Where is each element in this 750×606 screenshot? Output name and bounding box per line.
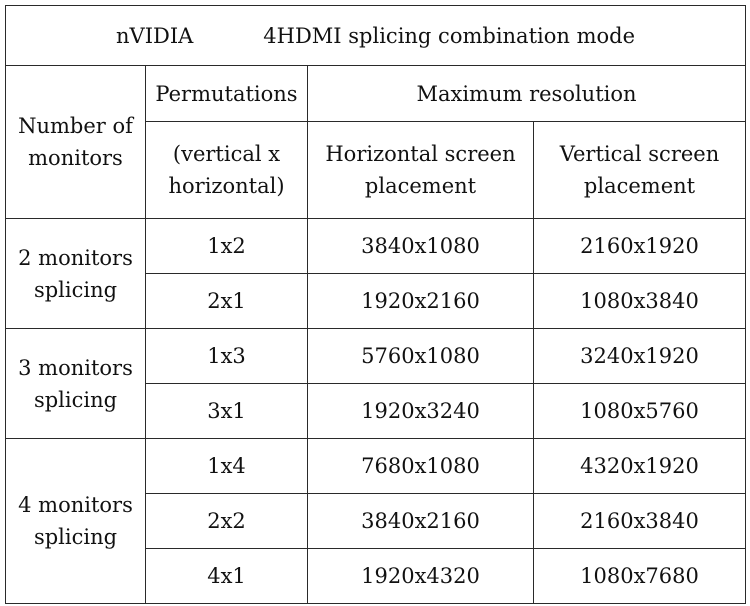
table-row bbox=[6, 439, 746, 494]
header-permutations: Permutations bbox=[146, 66, 308, 122]
vertical-cell: 1080x5760 bbox=[534, 384, 746, 439]
horizontal-cell: 1920x3240 bbox=[308, 384, 534, 439]
vertical-cell: 1080x3840 bbox=[534, 274, 746, 329]
header-max-resolution: Maximum resolution bbox=[308, 66, 746, 122]
table-row bbox=[6, 219, 746, 274]
horizontal-cell: 5760x1080 bbox=[308, 329, 534, 384]
title-cell bbox=[6, 6, 746, 66]
horizontal-cell: 3840x1080 bbox=[308, 219, 534, 274]
perm-cell: 1x4 bbox=[146, 439, 308, 494]
perm-cell: 4x1 bbox=[146, 549, 308, 604]
perm-cell: 3x1 bbox=[146, 384, 308, 439]
vertical-cell: 1080x7680 bbox=[534, 549, 746, 604]
horizontal-cell: 1920x2160 bbox=[308, 274, 534, 329]
mode-title: 4HDMI splicing combination mode bbox=[263, 23, 636, 48]
vertical-cell: 4320x1920 bbox=[534, 439, 746, 494]
group-label: 3 monitors splicing bbox=[6, 329, 146, 439]
header-permutations-sub: (vertical x horizontal) bbox=[146, 122, 308, 219]
header-monitors: Number of monitors bbox=[6, 66, 146, 219]
perm-cell: 1x3 bbox=[146, 329, 308, 384]
horizontal-cell: 7680x1080 bbox=[308, 439, 534, 494]
vertical-cell: 2160x3840 bbox=[534, 494, 746, 549]
header-horizontal: Horizontal screen placement bbox=[308, 122, 534, 219]
horizontal-cell: 1920x4320 bbox=[308, 549, 534, 604]
vertical-cell: 3240x1920 bbox=[534, 329, 746, 384]
group-label: 2 monitors splicing bbox=[6, 219, 146, 329]
group-label: 4 monitors splicing bbox=[6, 439, 146, 604]
title-row bbox=[6, 6, 746, 66]
horizontal-cell: 3840x2160 bbox=[308, 494, 534, 549]
vertical-cell: 2160x1920 bbox=[534, 219, 746, 274]
brand-label: nVIDIA bbox=[116, 23, 194, 48]
header-row-1 bbox=[6, 66, 746, 122]
table-row bbox=[6, 329, 746, 384]
perm-cell: 2x1 bbox=[146, 274, 308, 329]
perm-cell: 1x2 bbox=[146, 219, 308, 274]
header-vertical: Vertical screen placement bbox=[534, 122, 746, 219]
resolution-table bbox=[5, 5, 746, 604]
perm-cell: 2x2 bbox=[146, 494, 308, 549]
